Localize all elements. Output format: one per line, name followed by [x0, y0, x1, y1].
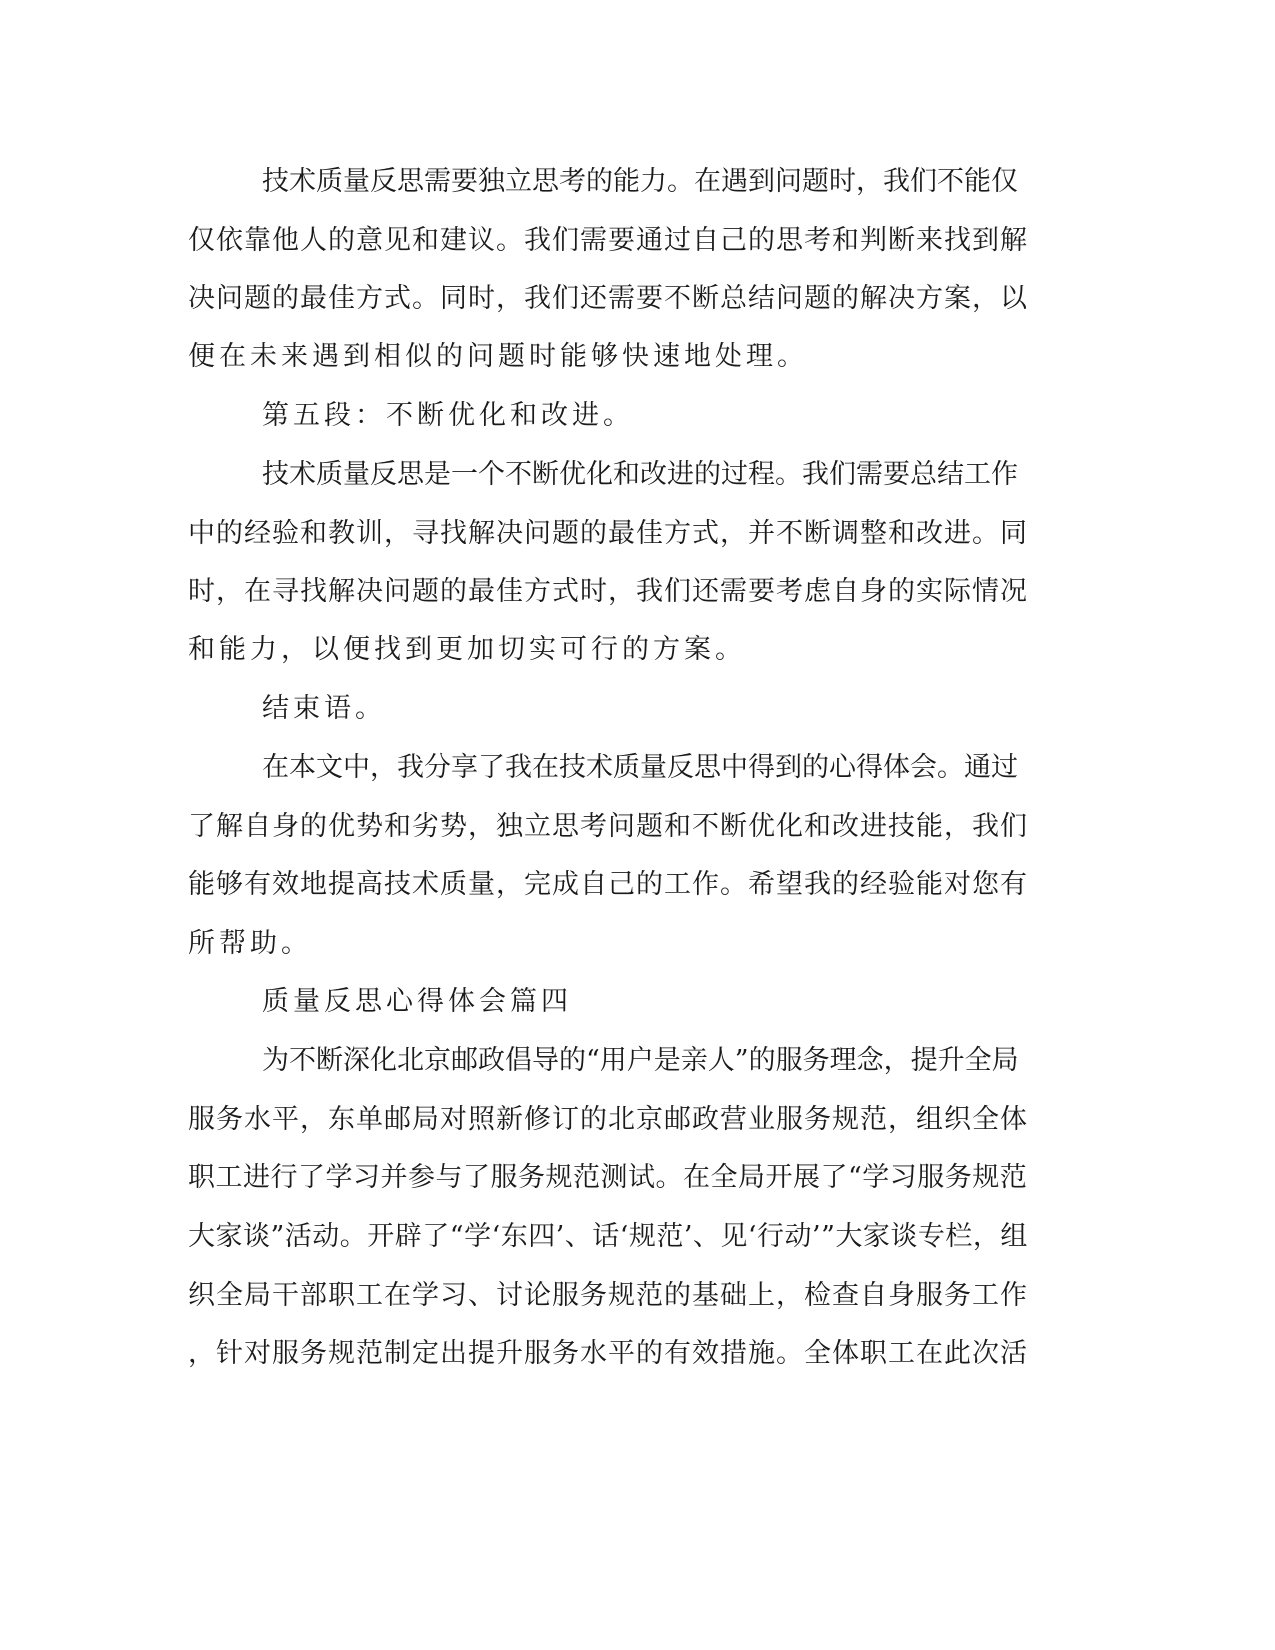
para-line: 便在未来遇到相似的问题时能够快速地处理。	[188, 341, 808, 372]
para-line: 技术质量反思是一个不断优化和改进的过程。我们需要总结工作	[262, 459, 1018, 490]
section-heading: 结束语。	[262, 693, 386, 724]
para-line: 职工进行了学习并参与了服务规范测试。在全局开展了“学习服务规范	[188, 1162, 1028, 1193]
para-line: 和能力，以便找到更加切实可行的方案。	[188, 634, 746, 665]
para-line: 所帮助。	[188, 928, 312, 959]
para-line: 织全局干部职工在学习、讨论服务规范的基础上，检查自身服务工作	[188, 1280, 1028, 1311]
para-line: 服务水平，东单邮局对照新修订的北京邮政营业服务规范，组织全体	[188, 1104, 1028, 1135]
para-line: 技术质量反思需要独立思考的能力。在遇到问题时，我们不能仅	[262, 166, 1018, 197]
para-line: 在本文中，我分享了我在技术质量反思中得到的心得体会。通过	[262, 752, 1018, 783]
para-line: ，针对服务规范制定出提升服务水平的有效措施。全体职工在此次活	[188, 1338, 1028, 1369]
para-line: 大家谈”活动。开辟了“学‘东四’、话‘规范’、见‘行动’”大家谈专栏，组	[188, 1221, 1028, 1252]
para-line: 仅依靠他人的意见和建议。我们需要通过自己的思考和判断来找到解	[188, 225, 1028, 256]
section-heading: 第五段：不断优化和改进。	[262, 400, 634, 431]
part-heading: 质量反思心得体会篇四	[262, 986, 572, 1017]
para-line: 决问题的最佳方式。同时，我们还需要不断总结问题的解决方案，以	[188, 283, 1028, 314]
para-line: 为不断深化北京邮政倡导的“用户是亲人”的服务理念，提升全局	[262, 1045, 1019, 1076]
para-line: 能够有效地提高技术质量，完成自己的工作。希望我的经验能对您有	[188, 869, 1028, 900]
para-line: 中的经验和教训，寻找解决问题的最佳方式，并不断调整和改进。同	[188, 518, 1028, 549]
para-line: 了解自身的优势和劣势，独立思考问题和不断优化和改进技能，我们	[188, 811, 1028, 842]
para-line: 时，在寻找解决问题的最佳方式时，我们还需要考虑自身的实际情况	[188, 576, 1028, 607]
